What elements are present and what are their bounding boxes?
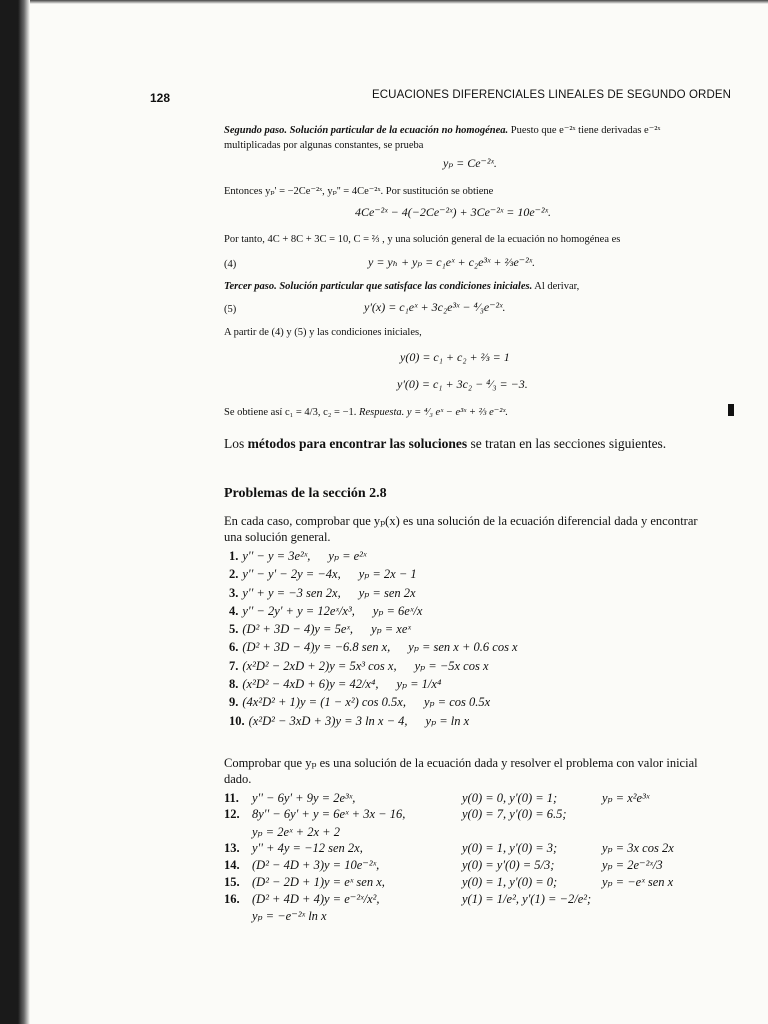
problem-equation: y'' + y = −3 sen 2x,	[242, 585, 341, 600]
problem-particular-solution: yₚ = x²e³ˣ	[602, 791, 650, 805]
running-title: ECUACIONES DIFERENCIALES LINEALES DE SEGUNDO ORDEN	[372, 89, 732, 101]
result-prefix: Se obtiene así c₁ = 4/3, c₂ = −1.	[224, 407, 357, 418]
section-title: Problemas de la sección 2.8	[224, 486, 387, 501]
problems-intro-3: Comprobar que yₚ es una solución de la ecuación dada y resolver el problema con valor inicial	[224, 756, 698, 770]
problem-particular-solution: yₚ = −eˣ sen x	[602, 874, 674, 889]
problem-item	[229, 658, 518, 676]
problem-equation: (x²D² − 3xD + 3)y = 3 ln x − 4,	[248, 713, 408, 728]
problem-particular-solution: yₚ = sen x + 0.6 cos x	[408, 640, 518, 655]
problem-number: 14.	[224, 858, 240, 873]
step3-result	[224, 406, 508, 418]
problem-item	[229, 639, 518, 657]
problem-item	[229, 713, 518, 731]
problem-initial-conditions: y(0) = 7, y'(0) = 6.5;	[462, 806, 567, 821]
equation-label-4: (4)	[224, 259, 237, 270]
problems-intro-1: En cada caso, comprobar que yₚ(x) es una solución de la ecuación diferencial dada y encontrar	[224, 514, 698, 528]
problem-number: 9.	[229, 695, 239, 710]
step2-text3: Entonces yₚ' = −2Ce⁻²ˣ, yₚ'' = 4Ce⁻²ˣ. Por sustitución se obtiene	[224, 186, 494, 197]
problems-intro-4: dado.	[224, 772, 252, 786]
problem-number: 3.	[229, 585, 239, 600]
step2-text2: multiplicadas por algunas constantes, se prueba	[224, 140, 424, 151]
result-label: Respuesta.	[359, 407, 405, 418]
problem-initial-conditions: y(0) = 1, y'(0) = 3;	[462, 841, 558, 856]
problem-number: 5.	[229, 622, 239, 637]
problem-equation: yₚ = 2eˣ + 2x + 2	[252, 824, 340, 839]
problem-equation: (D² + 4D + 4)y = e⁻²ˣ/x²,	[252, 891, 380, 906]
problem-particular-solution: yₚ = 2e⁻²ˣ/3	[602, 858, 663, 873]
problem-item	[224, 874, 692, 891]
problem-item	[224, 840, 692, 857]
methods-line	[224, 436, 666, 452]
step2-text4: Por tanto, 4C + 8C + 3C = 10, C = ⅔ , y una solución general de la ecuación no homogénea es	[224, 234, 621, 245]
problem-equation: (x²D² − 2xD + 2)y = 5x³ cos x,	[242, 658, 397, 673]
step3-line1	[224, 281, 579, 292]
problem-equation: 8y'' − 6y' + y = 6eˣ + 3x − 16,	[252, 806, 406, 821]
problem-equation: y'' + 4y = −12 sen 2x,	[252, 841, 363, 856]
problem-item	[224, 824, 692, 841]
problem-equation: (x²D² − 4xD + 6)y = 42/x⁴,	[242, 677, 379, 692]
problem-item	[224, 807, 692, 824]
step3-heading: Tercer paso. Solución particular que satisface las condiciones iniciales.	[224, 281, 533, 292]
problem-initial-conditions: y(0) = 1, y'(0) = 0;	[462, 874, 558, 889]
problem-equation: y'' − y = 3e²ˣ,	[242, 549, 311, 563]
problem-number: 2.	[229, 567, 239, 582]
problem-equation: y'' − 2y' + y = 12eˣ/x³,	[242, 603, 355, 618]
page-number: 128	[150, 91, 171, 105]
equation-yp: yₚ = Ce⁻²ˣ.	[443, 156, 497, 170]
problem-list-2	[224, 790, 692, 924]
problem-item	[224, 857, 692, 874]
problem-number: 13.	[224, 841, 240, 856]
problems-intro-2: una solución general.	[224, 530, 331, 544]
problem-equation: (D² + 3D − 4)y = 5eˣ,	[242, 622, 354, 637]
problem-particular-solution: yₚ = 1/x⁴	[396, 677, 442, 692]
equation-label-5: (5)	[224, 304, 237, 315]
problem-item	[224, 908, 692, 925]
problem-equation: (D² − 2D + 1)y = eˣ sen x,	[252, 874, 385, 889]
problem-number: 12.	[224, 806, 240, 821]
step3-text1: A partir de (4) y (5) y las condiciones iniciales,	[224, 327, 422, 338]
problem-item	[229, 621, 518, 639]
problem-item	[229, 585, 518, 603]
problem-equation: y'' − y' − 2y = −4x,	[242, 567, 341, 582]
problem-item	[229, 676, 518, 694]
problem-particular-solution: yₚ = 3x cos 2x	[602, 841, 674, 856]
problem-initial-conditions: y(1) = 1/e², y'(1) = −2/e²;	[462, 891, 592, 906]
problem-number: 16.	[224, 891, 240, 906]
problem-equation: (D² − 4D + 3)y = 10e⁻²ˣ,	[252, 858, 380, 873]
problem-initial-conditions: y(0) = 0, y'(0) = 1;	[462, 791, 558, 805]
problem-particular-solution: yₚ = e²ˣ	[328, 549, 367, 563]
problem-number: 15.	[224, 874, 240, 889]
problem-item	[229, 694, 518, 712]
problem-item	[229, 548, 518, 566]
problem-number: 4.	[229, 603, 239, 618]
problem-equation: (D² + 3D − 4)y = −6.8 sen x,	[242, 640, 391, 655]
equation-5: y'(x) = c₁eˣ + 3c₂e³ˣ − ⁴⁄₃e⁻²ˣ.	[364, 300, 506, 314]
problem-item	[224, 790, 692, 807]
problem-equation: yₚ = −e⁻²ˣ ln x	[252, 908, 327, 923]
problem-particular-solution: yₚ = cos 0.5x	[423, 695, 491, 710]
step3-heading-tail: Al derivar,	[534, 281, 580, 292]
initial-condition-2: y'(0) = c₁ + 3c₂ − ⁴⁄₃ = −3.	[397, 377, 528, 391]
problem-item	[224, 891, 692, 908]
problem-number: 7.	[229, 658, 239, 673]
step2-text1: Puesto que e⁻²ˣ tiene derivadas e⁻²ˣ	[510, 125, 661, 136]
methods-pre: Los	[224, 436, 245, 451]
problem-particular-solution: yₚ = ln x	[425, 713, 470, 728]
problem-list-1	[229, 548, 518, 731]
result-equation: y = ⁴⁄₃ eˣ − e³ˣ + ⅔ e⁻²ˣ.	[406, 407, 509, 418]
problem-particular-solution: yₚ = 2x − 1	[358, 567, 417, 582]
problem-equation: (4x²D² + 1)y = (1 − x²) cos 0.5x,	[242, 695, 406, 710]
step2-heading: Segundo paso. Solución particular de la ecuación no homogénea.	[224, 125, 509, 136]
problem-particular-solution: yₚ = xeˣ	[371, 622, 411, 637]
problem-particular-solution: yₚ = sen 2x	[358, 585, 416, 600]
problem-number: 1.	[229, 549, 239, 563]
equation-4: y = yₕ + yₚ = c₁eˣ + c₂e³ˣ + ⅔e⁻²ˣ.	[368, 255, 536, 269]
problem-equation: y'' − 6y' + 9y = 2e³ˣ,	[252, 791, 356, 805]
problem-particular-solution: yₚ = 6eˣ/x	[372, 603, 423, 618]
problem-number: 11.	[224, 791, 239, 805]
methods-bold: métodos para encontrar las soluciones	[247, 436, 468, 451]
step2-line1	[224, 124, 660, 136]
problem-item	[229, 603, 518, 621]
equation-substitution: 4Ce⁻²ˣ − 4(−2Ce⁻²ˣ) + 3Ce⁻²ˣ = 10e⁻²ˣ.	[355, 205, 551, 219]
end-of-proof-mark	[728, 404, 734, 416]
problem-particular-solution: yₚ = −5x cos x	[414, 658, 489, 673]
problem-initial-conditions: y(0) = y'(0) = 5/3;	[462, 858, 555, 873]
problem-number: 6.	[229, 640, 239, 655]
problem-item	[229, 566, 518, 584]
problem-number: 8.	[229, 677, 239, 692]
initial-condition-1: y(0) = c₁ + c₂ + ⅔ = 1	[400, 350, 510, 364]
methods-post: se tratan en las secciones siguientes.	[470, 436, 667, 451]
problem-number: 10.	[229, 713, 245, 728]
